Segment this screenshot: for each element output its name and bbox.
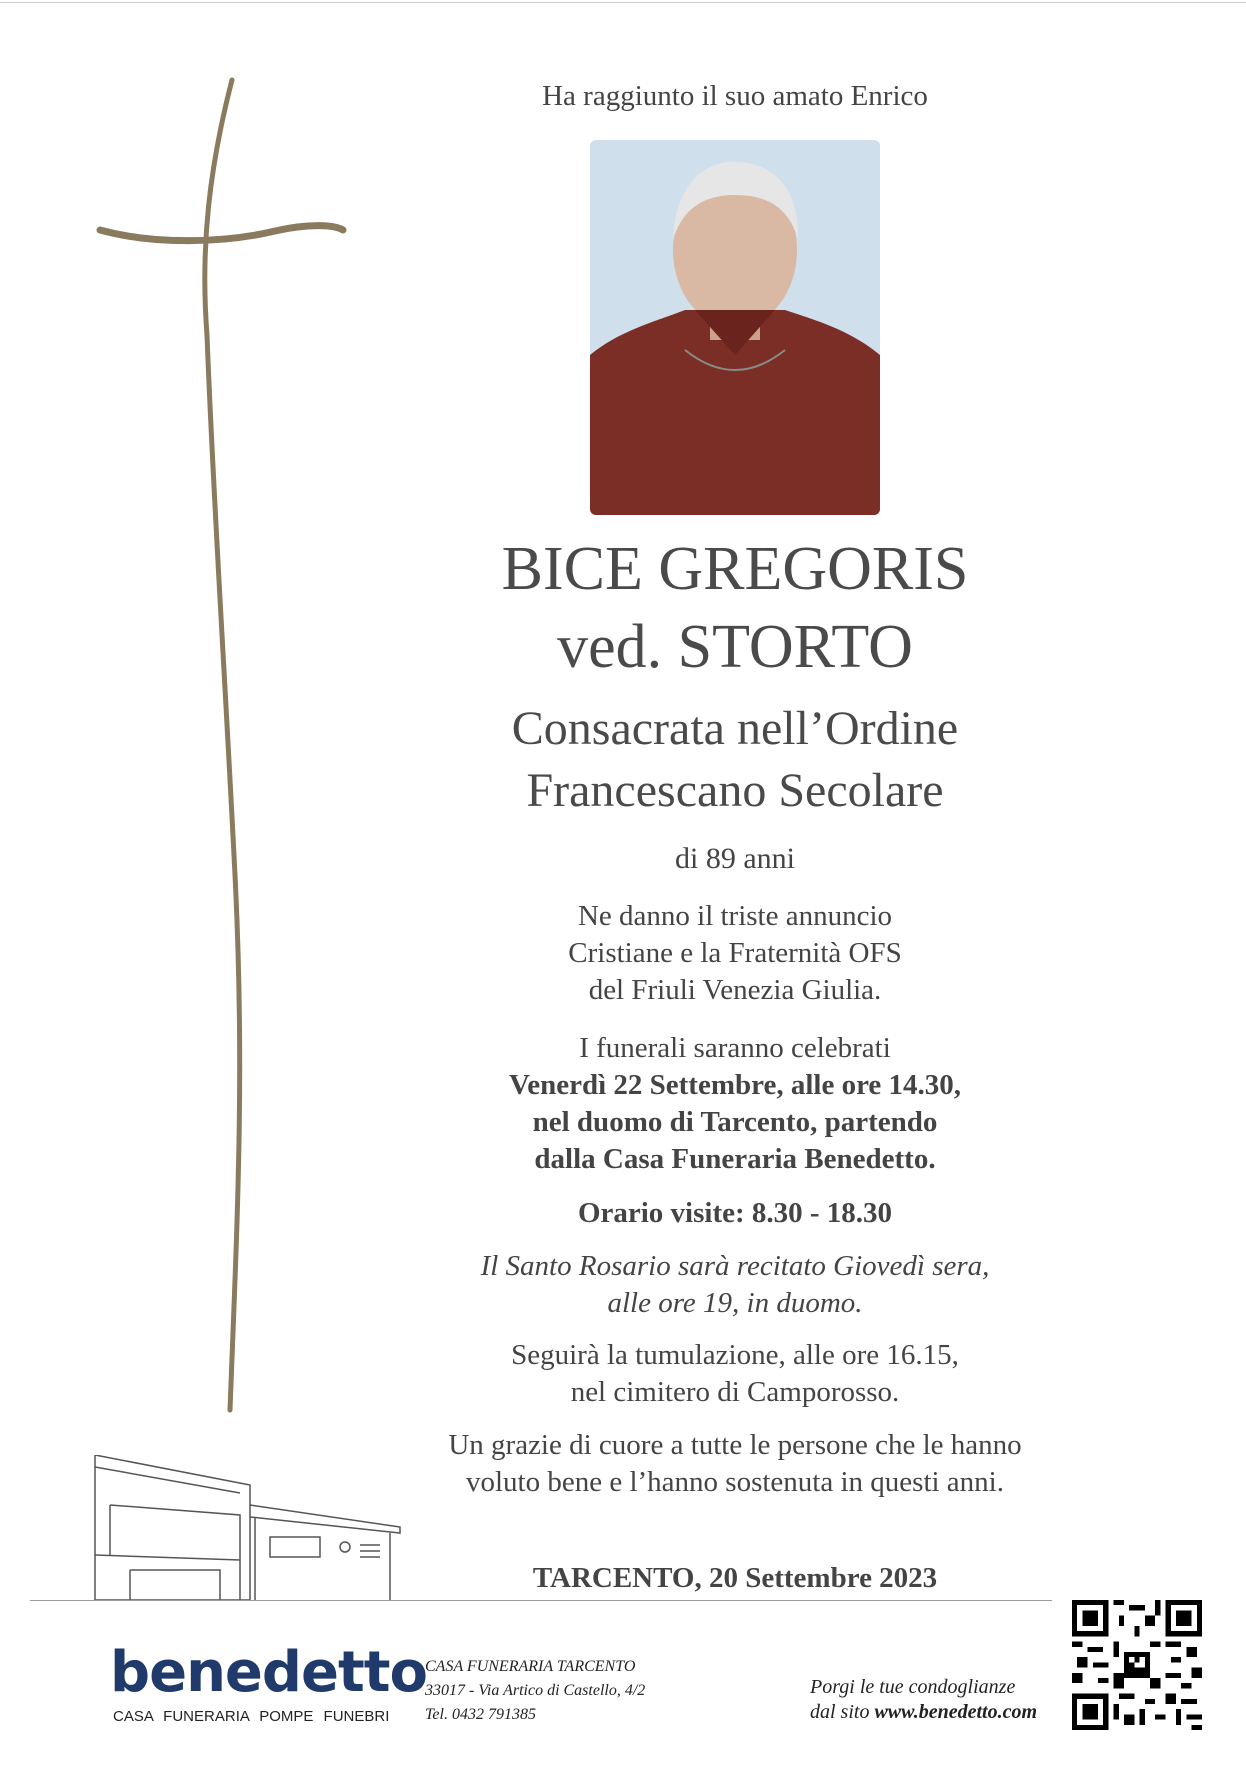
thanks-line: voluto bene e l’hanno sostenuta in questi anni. bbox=[465, 1466, 1004, 1498]
name-line-1: BICE GREGORIS bbox=[501, 535, 969, 603]
funeral-home-address bbox=[425, 1655, 645, 1727]
announcement bbox=[380, 898, 1090, 1009]
address-line: Tel. 0432 791385 bbox=[425, 1706, 536, 1723]
rosary-line: alle ore 19, in duomo. bbox=[607, 1287, 863, 1319]
announce-line: Cristiane e la Fraternità OFS bbox=[568, 937, 902, 969]
deceased-photo bbox=[590, 140, 880, 515]
announce-line: Ne danno il triste annuncio bbox=[577, 900, 893, 932]
funeral-detail: nel duomo di Tarcento, partendo bbox=[532, 1106, 938, 1138]
age-text: di 89 anni bbox=[675, 842, 795, 875]
visiting-hours: Orario visite: 8.30 - 18.30 bbox=[577, 1197, 893, 1229]
intro-text: Ha raggiunto il suo amato Enrico bbox=[542, 80, 928, 112]
deceased-name bbox=[380, 530, 1090, 686]
burial-info bbox=[380, 1337, 1090, 1411]
address-line: CASA FUNERARIA TARCENTO bbox=[425, 1658, 636, 1675]
funeral-detail: Venerdì 22 Settembre, alle ore 14.30, bbox=[508, 1069, 962, 1101]
funeral-home-building-icon bbox=[70, 1455, 410, 1605]
condolence-line bbox=[810, 1700, 1060, 1725]
role-line-2: Francescano Secolare bbox=[526, 764, 944, 817]
funeral-detail: dalla Casa Funeraria Benedetto. bbox=[534, 1143, 936, 1175]
top-border bbox=[0, 2, 1246, 3]
condolence-website-link[interactable]: www.benedetto.com bbox=[874, 1701, 1038, 1723]
condolence-prefix: dal sito bbox=[810, 1701, 875, 1723]
logo-subtitle: CASA FUNERARIA POMPE FUNEBRI bbox=[113, 1708, 390, 1725]
qr-code-icon[interactable] bbox=[1072, 1600, 1202, 1730]
role-line-1: Consacrata nell’Ordine bbox=[511, 702, 959, 755]
burial-line: Seguirà la tumulazione, alle ore 16.15, bbox=[511, 1339, 959, 1371]
thanks-message bbox=[380, 1427, 1090, 1501]
benedetto-logo: benedetto bbox=[110, 1640, 427, 1705]
place-date: TARCENTO, 20 Settembre 2023 bbox=[532, 1562, 938, 1594]
rosary-line: Il Santo Rosario sarà recitato Giovedì sera, bbox=[480, 1250, 990, 1282]
footer-divider bbox=[30, 1600, 1052, 1601]
religious-title bbox=[380, 698, 1090, 822]
announce-line: del Friuli Venezia Giulia. bbox=[588, 974, 882, 1006]
funeral-intro: I funerali saranno celebrati bbox=[579, 1032, 891, 1064]
condolence-line: Porgi le tue condoglianze bbox=[810, 1676, 1016, 1698]
burial-line: nel cimitero di Camporosso. bbox=[570, 1376, 900, 1408]
address-line: 33017 - Via Artico di Castello, 4/2 bbox=[425, 1682, 646, 1699]
cross-icon bbox=[95, 75, 355, 1415]
condolence-note bbox=[810, 1675, 1060, 1725]
rosary-info bbox=[380, 1248, 1090, 1322]
funeral-info bbox=[380, 1030, 1090, 1178]
thanks-line: Un grazie di cuore a tutte le persone che le hanno bbox=[448, 1429, 1022, 1461]
name-line-2: ved. STORTO bbox=[557, 613, 913, 681]
